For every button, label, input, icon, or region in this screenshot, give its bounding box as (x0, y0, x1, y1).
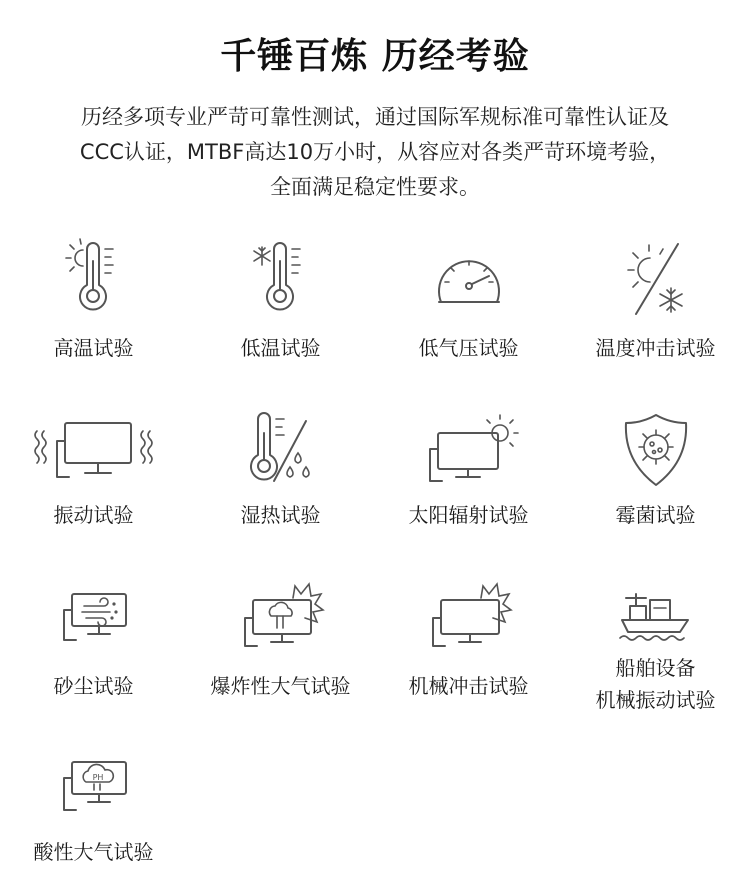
test-label: 砂尘试验 (53, 674, 134, 698)
test-label: 太阳辐射试验 (408, 503, 529, 527)
pressure-gauge-icon (429, 244, 509, 314)
test-item-sand-dust (0, 578, 187, 728)
test-item-thermal-shock (562, 230, 749, 370)
test-item-damp-heat (187, 405, 374, 545)
monitor-sun-icon (414, 411, 524, 485)
test-item-low-temp (187, 230, 374, 370)
test-label: 高温试验 (53, 336, 134, 360)
monitor-wind-icon (54, 582, 134, 646)
sun-snowflake-icon (616, 238, 696, 318)
monitor-vibration-icon (29, 415, 159, 485)
test-label: 机械振动试验 (595, 688, 716, 712)
thermometer-droplets-icon (236, 407, 326, 487)
ship-icon (614, 582, 698, 646)
test-label: 霉菌试验 (615, 503, 696, 527)
test-item-vibration (0, 405, 187, 545)
test-label: 机械冲击试验 (408, 674, 529, 698)
test-item-mechanical-shock (375, 578, 562, 728)
page-title: 千锤百炼 历经考验 (220, 36, 530, 77)
test-item-solar-radiation (375, 405, 562, 545)
description-line: CCC认证，MTBF高达10万小时，从容应对各类严苛环境考验， (79, 140, 671, 164)
test-item-low-pressure (375, 230, 562, 370)
test-label: 酸性大气试验 (33, 840, 154, 864)
test-item-ship-vibration (562, 578, 749, 728)
thermometer-snowflake-icon (246, 235, 316, 315)
test-label: 低温试验 (240, 336, 321, 360)
shield-germ-icon (616, 409, 696, 489)
test-item-acid-atmosphere (0, 752, 187, 880)
test-label: 船舶设备 (615, 656, 696, 680)
test-label: 爆炸性大气试验 (210, 674, 351, 698)
test-label: 温度冲击试验 (595, 336, 716, 360)
test-item-high-temp (0, 230, 187, 370)
monitor-acid-cloud-icon (54, 754, 134, 818)
test-label: 湿热试验 (240, 503, 321, 527)
svg-text:PH: PH (92, 773, 103, 782)
test-item-mould (562, 405, 749, 545)
monitor-impact-icon (419, 580, 519, 650)
monitor-explosion-icon (231, 580, 331, 650)
thermometer-sun-icon (59, 235, 129, 315)
test-item-explosive-atmosphere (187, 578, 374, 728)
description-line: 全面满足稳定性要求。 (270, 175, 480, 199)
test-label: 低气压试验 (418, 336, 519, 360)
test-label: 振动试验 (53, 503, 134, 527)
description-line: 历经多项专业严苛可靠性测试，通过国际军规标准可靠性认证及 (81, 105, 669, 129)
description (0, 100, 750, 205)
